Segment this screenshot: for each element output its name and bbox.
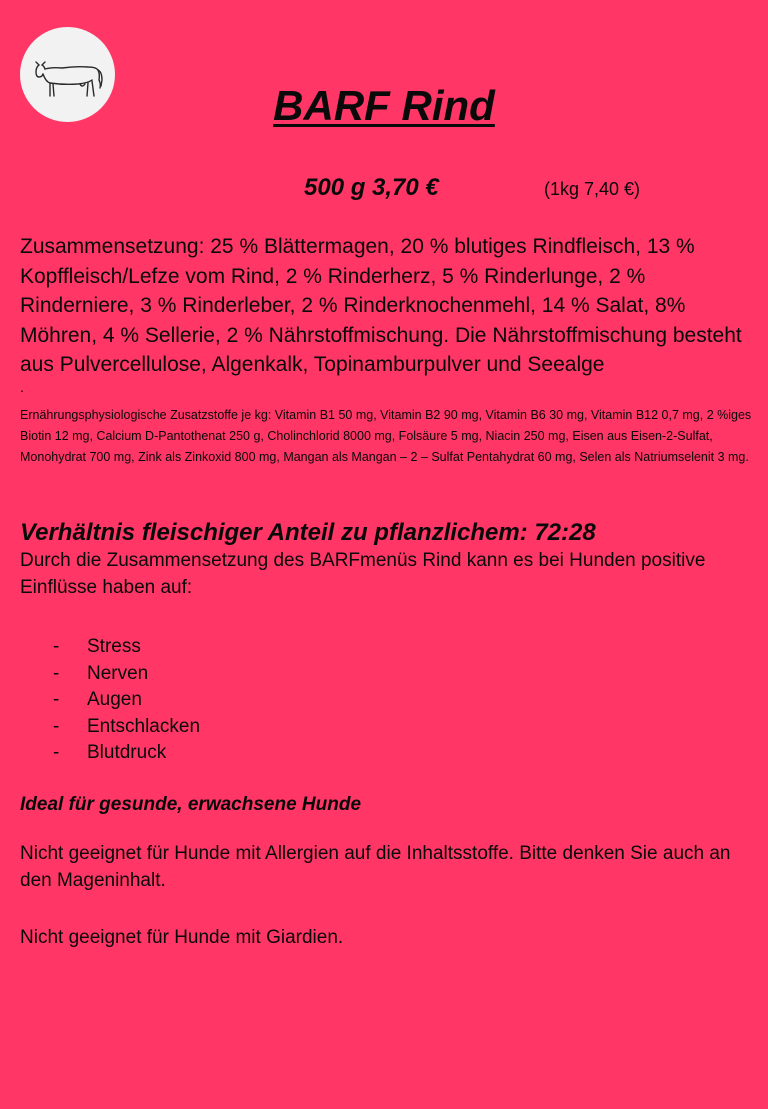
bullet-dash: - bbox=[53, 636, 60, 657]
price: 500 g 3,70 € bbox=[304, 174, 439, 201]
list-item bbox=[20, 634, 200, 661]
bullet-dash: - bbox=[53, 742, 60, 763]
bullet-dash: - bbox=[53, 715, 60, 737]
list-item bbox=[20, 740, 200, 767]
ideal-for: Ideal für gesunde, erwachsene Hunde bbox=[20, 794, 362, 815]
benefit-label: Nerven bbox=[87, 662, 149, 684]
benefit-label: Entschlacken bbox=[87, 715, 201, 737]
list-item bbox=[20, 687, 200, 714]
list-item bbox=[20, 661, 200, 688]
composition-text: Zusammensetzung: 25 % Blättermagen, 20 % blutiges Rindfleisch, 13 % Kopffleisch/Lefze vom Rind, 2 % Rinderherz, 5 % Rinderlunge, 2 % Rinderniere, 3 % Rinderleber, 2 % Rinderknochenmehl, 14 % Salat, 8% Möhren, 4 % Sellerie, 2 % Nährstoffmischung. Die Nährstoffmischung besteht aus Pulvercellulose, Algenkalk, Topinamburpulver und Seealge bbox=[20, 235, 742, 376]
additives-text: Ernährungsphysiologische Zusatzstoffe je kg: Vitamin B1 50 mg, Vitamin B2 90 mg, Vitamin B6 30 mg, Vitamin B12 0,7 mg, 2 %iges Biotin 12 mg, Calcium D-Pantothenat 250 g, Cholinchlorid 8000 mg, Folsäure 5 mg, Niacin 250 mg, Eisen aus Eisen-2-Sulfat, Monohydrat 700 mg, Zink als Zinkoxid 800 mg, Mangan als Mangan – 2 – Sulfat Pentahydrat 60 mg, Selen als Natriumselenit 3 mg. bbox=[20, 408, 752, 464]
benefit-label: Blutdruck bbox=[87, 742, 167, 763]
ratio-heading: Verhältnis fleischiger Anteil zu pflanzlichem: 72:28 bbox=[20, 519, 596, 546]
list-item bbox=[20, 714, 200, 741]
not-suitable-giardia: Nicht geeignet für Hunde mit Giardien. bbox=[20, 927, 344, 948]
benefit-label: Stress bbox=[87, 636, 141, 657]
price-per-kg: (1kg 7,40 €) bbox=[544, 179, 641, 199]
separator-dot: . bbox=[20, 379, 24, 395]
bullet-dash: - bbox=[53, 689, 60, 710]
benefits-list bbox=[20, 634, 200, 767]
ratio-intro: Durch die Zusammensetzung des BARFmenüs Rind kann es bei Hunden positive Einflüsse haben auf: bbox=[20, 550, 706, 598]
bullet-dash: - bbox=[53, 662, 60, 684]
not-suitable-allergies: Nicht geeignet für Hunde mit Allergien auf die Inhaltsstoffe. Bitte denken Sie auch an den Mageninhalt. bbox=[20, 843, 731, 891]
page-title: BARF Rind bbox=[273, 82, 495, 129]
benefit-label: Augen bbox=[87, 689, 142, 710]
